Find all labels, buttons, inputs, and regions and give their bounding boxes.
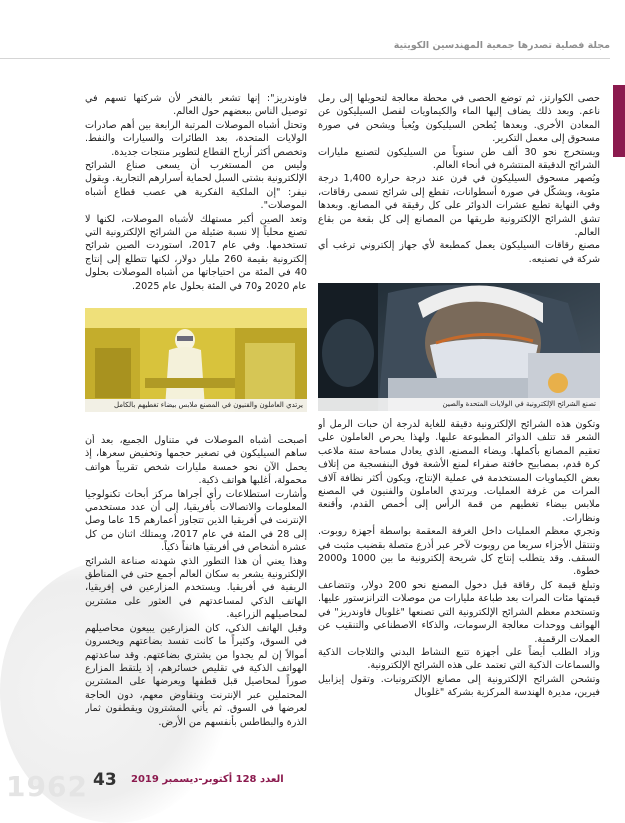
paragraph: وهذا يعني أن هذا التطور الذي شهدته صناعة الشرائح الإلكترونية يشعر به سكان العالم أجمع حتى في المناطق الريفية في أفريقيا. ويستخدم المزارعين في إفريقيا، الهاتف الذكي لمساعدتهم في العثور على مشترين لمحاصيلهم الزراعية. <box>85 555 307 621</box>
paragraph: وتجري معظم العمليات داخل الغرفة المعقمة بواسطة أجهزة روبوت. وتنتقل الأجزاء سريعا من روبوت لآخر عبر أذرع متصلة بقضيب مثبت في السقف. وقد يتطلب إنتاج كل شريحة إلكترونية ما بين 1000 و2000 خطوة. <box>318 526 600 578</box>
photo-worker-mask <box>318 283 600 411</box>
issue-label: العدد 128 <box>235 774 284 785</box>
paragraph: أصبحت أشباه الموصلات في متناول الجميع، بعد أن ساهم السيليكون في تصغير حجمها وتخفيض سعرها، إذ يحمل الآن نحو خمسة مليارات شخص تقريباً هواتف محمولة، أغلبها هواتف ذكية. <box>85 435 307 487</box>
paragraph: وتبلغ قيمة كل رقاقة قبل دخول المصنع نحو 200 دولار، وتتضاعف قيمتها مئات المرات بعد طباعة مليارات من موصلات الترانزستور عليها. وتستخدم معظم الشرائح الإلكترونية التي تصنعها "غلوبال فاوندريز" في الهواتف ووحدات معالجة الرسومات، والذكاء الاصطناعي والتنقيب عن العملات الرقمية. <box>318 579 600 645</box>
watermark-year: 1962 <box>6 770 88 803</box>
left-column-bottom <box>85 434 307 754</box>
paragraph: ويستخرج نحو 30 ألف طن سنوياً من السيليكون لتصنيع مليارات الشرائح الدقيقة المنتشرة في أنحاء العالم. <box>318 146 600 172</box>
paragraph: وقبل الهاتف الذكي، كان المزارعين يبيعون محاصيلهم في السوق، وكثيراً ما كانت تفسد بضاعتهم ويخسرون أموالاً إن لم يجدوا من يشتري بضاعتهم. وقد ساعدتهم الهواتف الذكية في تقليص خسائرهم، إذ يلتقط المزارع صوراً لمحاصيل قبل قطفها ويعرضها على المشترين المحتملين عبر الإنترنت ويتفاوض معهم، دون الحاجة لعرضها في السوق. ثم يأتي المشترون ويقطفون ثمار الذرة والبطاطس بأنفسهم من الأرض. <box>85 622 307 728</box>
section-color-tab <box>613 85 625 157</box>
paragraph: وليس من المستغرب أن يسعى صناع الشرائح الإلكترونية بشتى السبل لحماية أسرارهم التجارية. ويقول نيفر: "إن الملكية الفكرية هي عصب قطاع أشباه الموصلات". <box>85 160 307 212</box>
worker-illustration <box>318 283 600 411</box>
photo-caption: يرتدي العاملون والفنيون في المصنع ملابس بيضاء تغطيهم بالكامل <box>85 399 307 412</box>
right-column-top <box>318 92 600 266</box>
page-header <box>0 40 610 56</box>
left-column-top <box>85 92 307 293</box>
cleanroom-illustration <box>85 308 307 412</box>
paragraph: وتشحن الشرائح الإلكترونية إلى مصانع الإلكترونيات. وتقول إيزابيل فيرين، مديرة الهندسة المركزية بشركة "غلوبال <box>318 673 600 699</box>
header-divider <box>0 58 610 59</box>
paragraph: وأشارت استطلاعات رأي أجراها مركز أبحاث تكنولوجيا المعلومات والاتصالات بأفريقيا، إلى أن عدد مستخدمي الإنترنت في أفريقيا الذين تتجاوز أعمارهم 15 عاما وصل إلى 28 في المئة في عام 2017، ويمتلك اثنان من كل عشرة أشخاص في أفريقيا هاتفاً ذكياً. <box>85 488 307 554</box>
photo-caption: تصنع الشرائح الإلكترونية في الولايات المتحدة والصين <box>318 398 600 411</box>
issue-info <box>131 774 287 785</box>
paragraph: فاوندريز": إنها تشعر بالفخر لأن شركتها تسهم في توصيل الناس ببعضهم حول العالم. <box>85 93 307 118</box>
right-column-bottom <box>318 418 600 760</box>
paragraph: وتعد الصين أكبر مستهلك لأشباه الموصلات، لكنها لا تصنع محلياً إلا نسبة ضئيلة من الشرائح الإلكترونية التي تستخدمها. وفي عام 2017، استوردت الصين شرائح إلكترونية بقيمة 260 مليار دولار، لكنها تتطلع إلى إنتاج 40 في المئة من احتياجاتها من أشباه الموصلات بحلول عام 2020 و70 في المئة بحلول عام 2025. <box>85 213 308 292</box>
paragraph: مصنع رقاقات السيليكون يعمل كمطبعة لأي جهاز إلكتروني ترغب أي شركة في تصنيعه. <box>318 240 600 265</box>
page-footer <box>85 768 315 792</box>
magazine-title: مجلة فصلية تصدرها جمعية المهندسين الكويتية <box>393 40 610 51</box>
issue-date: أكتوبر-ديسمبر 2019 <box>131 774 233 785</box>
paragraph: ويُصهر مسحوق السيليكون في فرن عند درجة حرارة 1,400 درجة مئوية، ويشكّل في صورة أسطوانات، تقطع إلى شرائح تسمى رقاقات، وفي النهاية تطبع عشرات الدوائر على كل رقيقة في المصانع. وبعدها تشق الشرائح الإلكترونية طريقها من المصانع إلى كل بقعة من بقاع العالم. <box>318 173 600 239</box>
paragraph: وتحتل أشباه الموصلات المرتبة الرابعة بين أهم صادرات الولايات المتحدة، بعد الطائرات والسيارات والنفط. وتخصص أكثر أرباح القطاع لتطوير منتجات جديدة. <box>85 119 307 158</box>
paragraph: وزاد الطلب أيضاً على أجهزة تتبع النشاط البدني والثلاجات الذكية والسماعات الذكية التي تعتمد على هذه الشرائح الإلكترونية. <box>318 646 600 672</box>
paragraph: حصى الكوارتز، ثم توضع الحصى في محطة معالجة لتحويلها إلى رمل ناعم. وبعد ذلك يضاف إليها الماء والكيماويات لفصل السيليكون عن المعادن الأخرى. وبعدها يُطحن السيليكون ويُعبأ ويشحن في صورة مسحوق إلى معمل التكرير. <box>318 93 600 145</box>
photo-cleanroom <box>85 308 307 412</box>
paragraph: وتكون هذه الشرائح الإلكترونية دقيقة للغاية لدرجة أن حبات الرمل أو الشعر قد تتلف الدوائر المطبوعة عليها. ولهذا يحرص العاملون على تعقيم المصانع بأكملها. ويضاء المصنع، الذي يعادل مساحة ستة ملاعب كرة قدم، بمصابيح خافتة صفراء لمنع الأشعة فوق البنفسجية من إتلاف بعض الكيماويات المستخدمة في عملية الإنتاج، ويكون أكثر نظافة آلاف المرات من غرفة العمليات. ويرتدي العاملون والفنيون في المصنع ملابس بيضاء تغطيهم من قمة الرأس إلى أخمص القدم، وأقنعة ونظارات. <box>318 419 600 524</box>
page-number: 43 <box>93 770 117 790</box>
